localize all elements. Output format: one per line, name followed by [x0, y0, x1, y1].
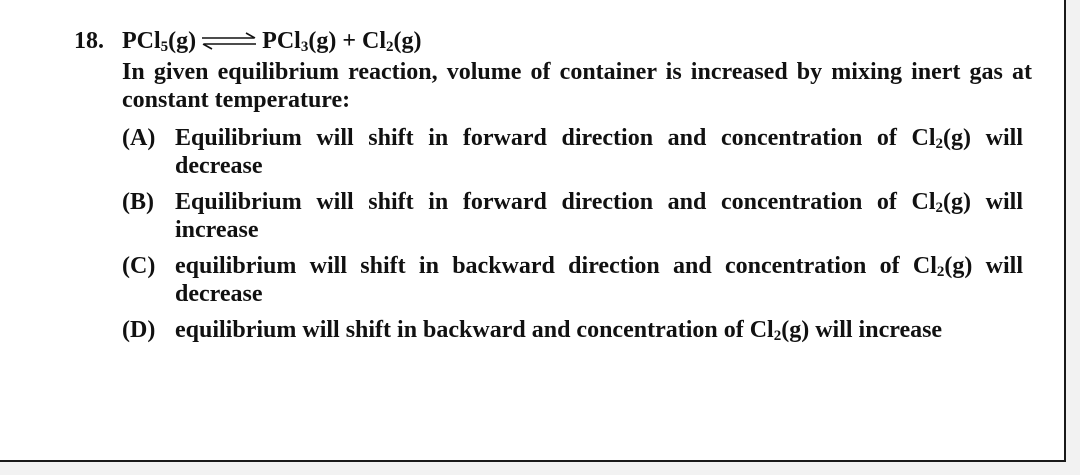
- option-b-label: (B): [122, 189, 154, 215]
- option-c-text: equilibrium will shift in backward direction and concentration of $Cl_2(g)$ will decrease: [175, 253, 1023, 307]
- reactant-formula: PCl$_5$(g): [122, 28, 197, 55]
- plus-sign: +: [342, 28, 356, 54]
- option-a-label: (A): [122, 125, 156, 151]
- chemical-equation: [122, 27, 421, 55]
- option-a-text: Equilibrium will shift in forward direction and concentration of $Cl_2(g)$ will decrease: [175, 125, 1023, 179]
- option-c-label: (C): [122, 253, 156, 279]
- product-1-formula: PCl$_3$(g): [262, 28, 337, 55]
- product-2-formula: $Cl_2(g)$: [362, 28, 422, 55]
- question-stem: In given equilibrium reaction, volume of container is increased by mixing inert gas at constant temperature:: [122, 59, 1032, 113]
- option-d-text: equilibrium will shift in backward and concentration of $Cl_2(g)$ will increase: [175, 317, 943, 344]
- question-number: 18.: [74, 28, 104, 54]
- option-d-label: (D): [122, 317, 156, 343]
- equilibrium-arrows-icon: [200, 32, 258, 50]
- option-b-text: Equilibrium will shift in forward direction and concentration of $Cl_2(g)$ will increase: [175, 189, 1023, 243]
